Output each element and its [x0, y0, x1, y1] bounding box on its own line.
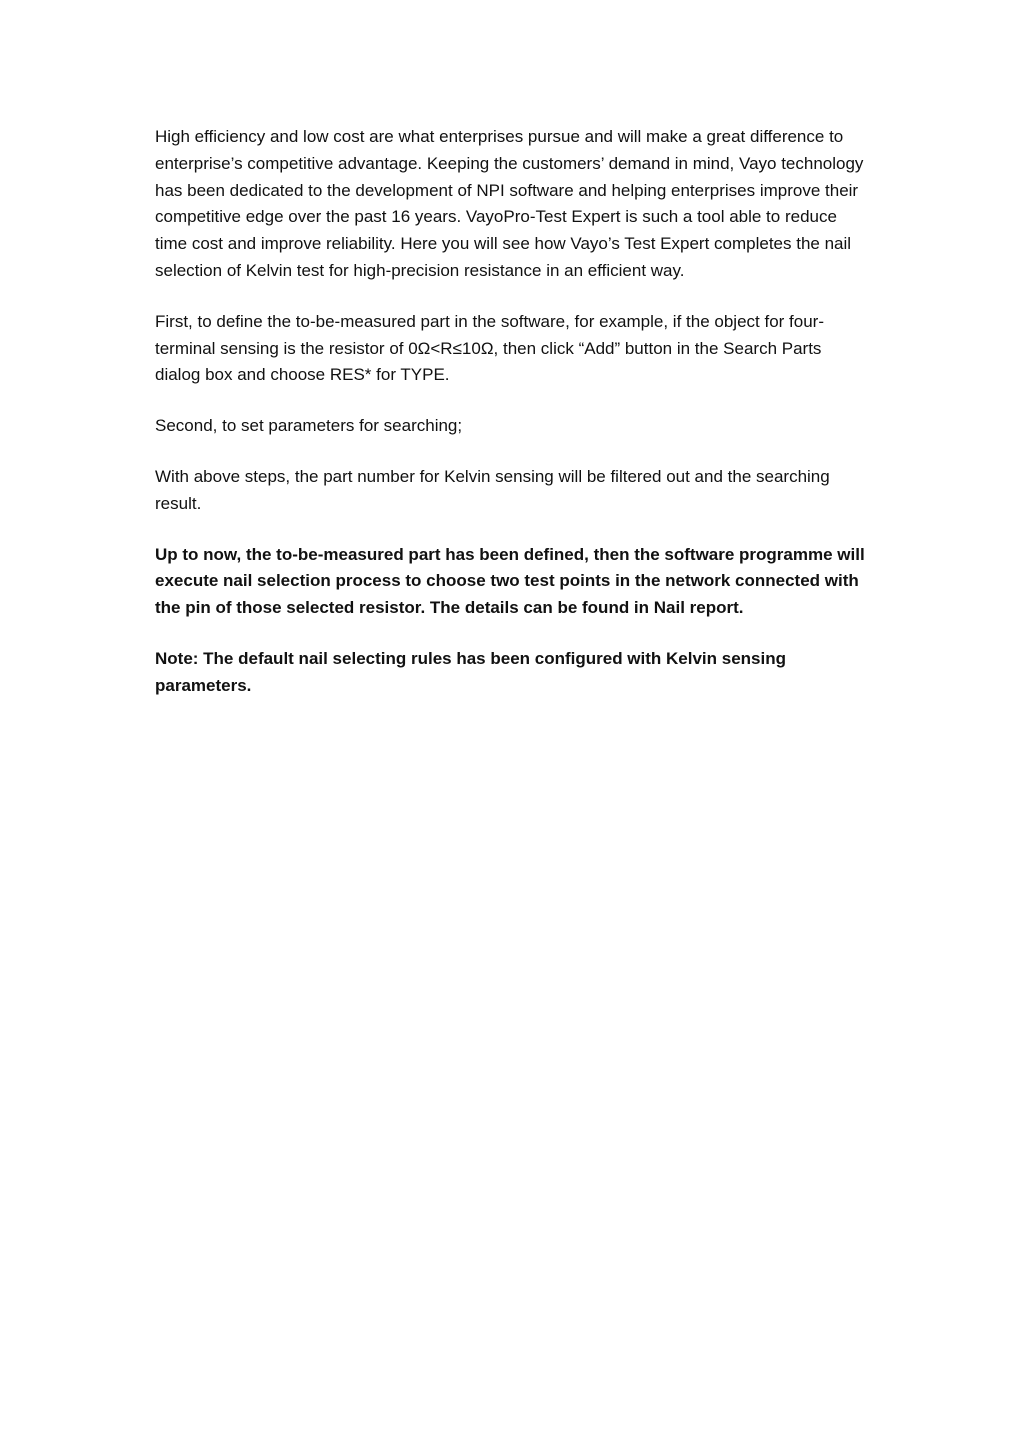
- paragraph-note: Note: The default nail selecting rules has been configured with Kelvin sensing parameters.: [155, 648, 787, 695]
- paragraph-step-two: Second, to set parameters for searching;: [155, 416, 463, 436]
- paragraph-intro: High efficiency and low cost are what enterprises pursue and will make a great difference to enterprise’s competitive advantage. Keeping the customers’ demand in mind, Vayo technology has been dedicated to the development of NPI software and helping enterprises improve their competitive edge over the past 16 years. VayoPro-Test Expert is such a tool able to reduce time cost and improve reliability. Here you will see how Vayo’s Test Expert completes the nail selection of Kelvin test for high-precision resistance in an efficient way.: [155, 127, 864, 280]
- paragraph-step-one: First, to define the to-be-measured part in the software, for example, if the object for four-terminal sensing is the resistor of 0Ω<R≤10Ω, then click “Add” button in the Search Parts dialog box and choose RES* for TYPE.: [155, 311, 824, 385]
- paragraph-summary: Up to now, the to-be-measured part has been defined, then the software programme will execute nail selection process to choose two test points in the network connected with the pin of those selected resistor. The details can be found in Nail report.: [155, 544, 865, 618]
- paragraph-result: With above steps, the part number for Kelvin sensing will be filtered out and the searching result.: [155, 466, 830, 513]
- document-body: [155, 124, 870, 724]
